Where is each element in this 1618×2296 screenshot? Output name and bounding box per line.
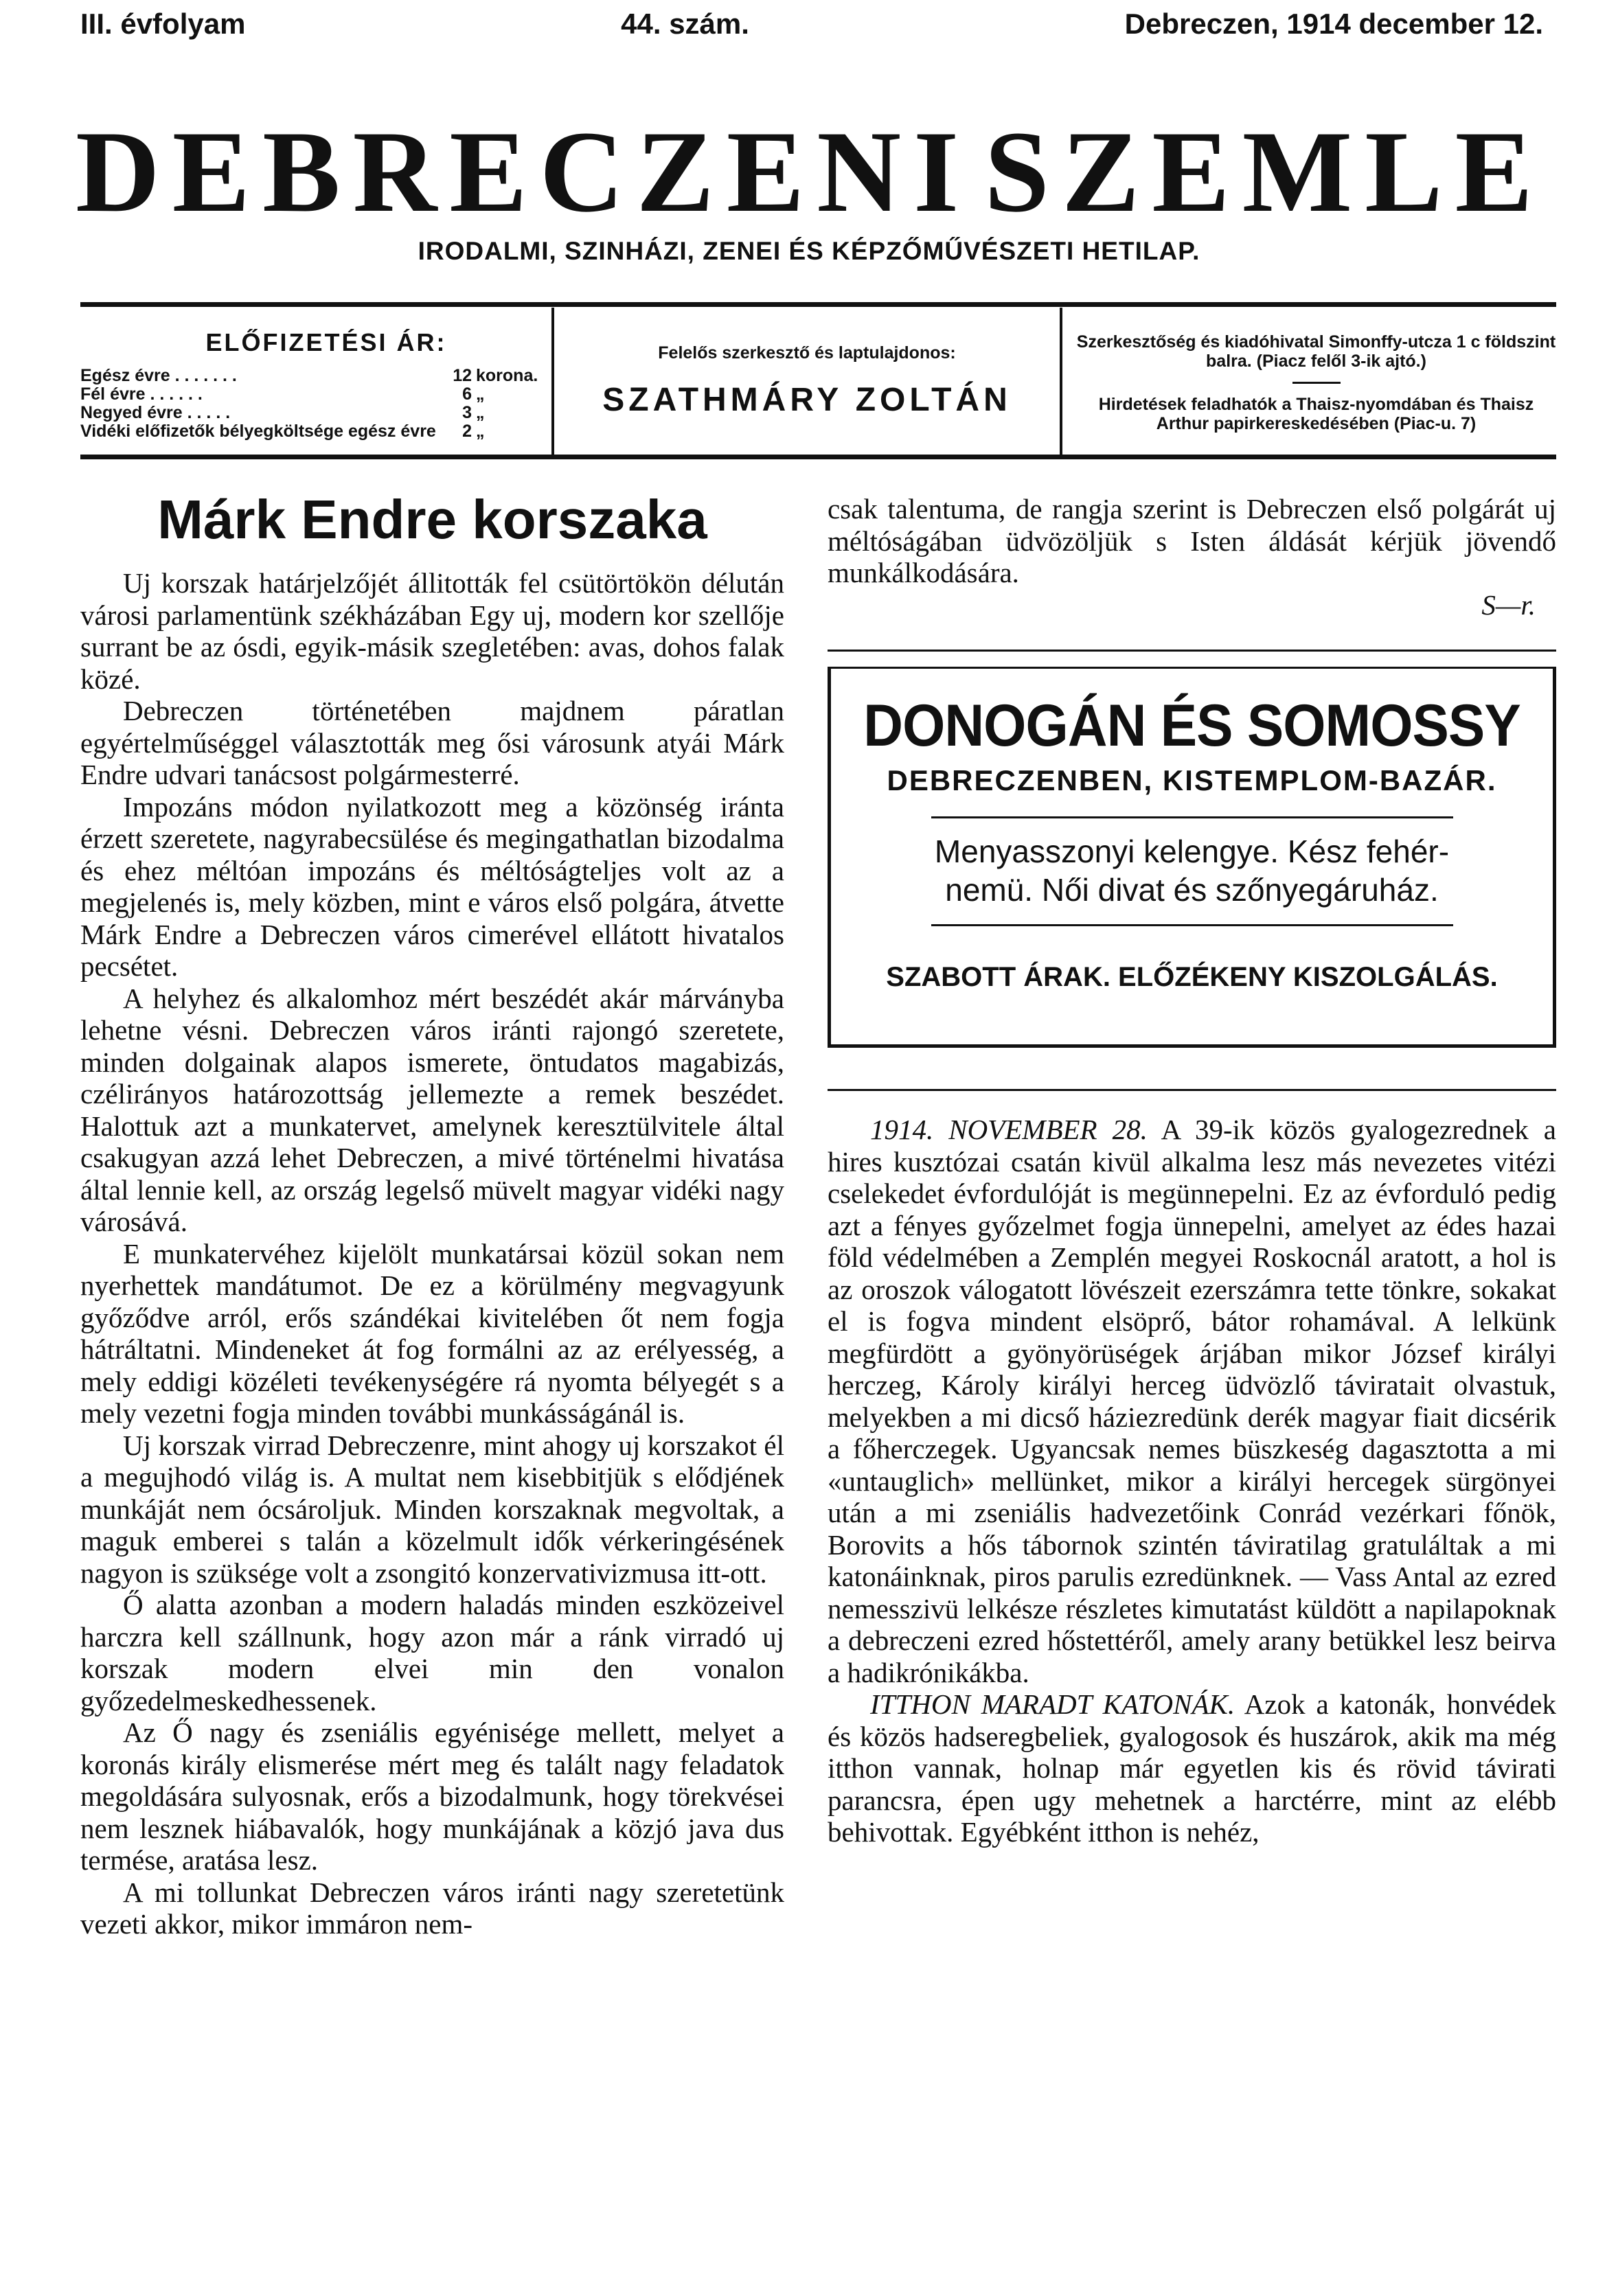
price-amount: 3 [462,403,472,422]
price-unit: „ [476,422,485,441]
subscription-heading: ELŐFIZETÉSI ÁR: [205,328,447,356]
price-amount: 6 [462,384,472,404]
price-row [80,404,545,422]
price-amount: 12 [453,366,472,385]
article-title: Márk Endre korszaka [157,489,707,550]
news-text: A 39-ik közös gyalogezrednek a hires kusztózai csatán kivül alkalma lesz más nevezetes vitézi cselekedet évfordulóját is megünnepelni. Ez az évforduló pedig azt a fényes győzelmet fogja ünnepelni, amelyet az édes hazai föld védelmében a Zemplén megyei Roskocnál aratott, a hol is az oroszok válogatott lövészeit ezerszámra tette tönkre, sokakat el is fogva mindent elsöprő, bátor rohamával. A lelkünk megfürdött a gyönyörüségek árjában mikor József királyi herczeg, Károly királyi herceg üdvözlő táviratait olvastuk, melyekben a mi dicső háziezredünk derék magyar fiait dicsérik a főherczegek. Ugyancsak nemes büszkeség dagasztotta a mi «untauglich» mellünket, mikor a királyi hercegek sürgönyei után a mi zseniális hadvezetőink Conrád vezérkari főnök, Borovits a hős tábornok szintén táviratilag gratuláltak a mi katonáinknak, piros parulis ezredünknek. — Vass Antal az ezred nemesszivü lelkésze részletes kimutatást küldött a napilapoknak a debreczeni ezred hőstettéről, amely arany betükkel lesz beirva a hadikrónikákba. [828,1114,1556,1688]
newspaper-subtitle: IRODALMI, SZINHÁZI, ZENEI ÉS KÉPZŐMŰVÉSZETI HETILAP. [418,237,1200,265]
ads-info: Hirdetések feladhatók a Thaisz-nyomdában és Thaisz Arthur papirkereskedésében (Piac-u. 7) [1098,395,1534,433]
paragraph: Impozáns módon nyilatkozott meg a közönség iránta érzett szeretete, nagyrabecsülése és megingathatlan bizodalma és ehez méltóan impozáns és méltóságteljes volt az a megjelenés is, mely közben, mint e város első polgára, átvette Márk Endre a Debreczen város cimerével ellátott hivatalos pecsétet. [80,790,784,982]
paragraph: Debreczen történetében majdnem páratlan egyértelműséggel választották meg ősi városunk atyái Márk Endre udvari tanácsost polgármesterré. [80,695,784,790]
issue-number: 44. szám. [621,8,749,40]
article-continuation [828,493,1556,621]
paragraph: A mi tollunkat Debreczen város iránti nagy szeretetünk vezeti akkor, mikor immáron nem- [80,1876,784,1940]
price-row [80,367,545,385]
editor-label: Felelős szerkesztő és laptulajdonos: [658,343,956,363]
divider [80,455,1556,459]
office-address: Szerkesztőség és kiadóhivatal Simonffy-utcza 1 c földszint balra. (Piacz felől 3-ik ajtó.) [1076,332,1556,371]
price-row [80,385,545,404]
price-unit: korona. [476,366,538,385]
advert-location: DEBRECZENBEN, KISTEMPLOM-BAZÁR. [887,764,1497,796]
paragraph: Ő alatta azonban a modern haladás minden eszközeivel harczra kell szállnunk, hogy azon már a ránk virradó uj korszak modern elvei min den vonalon győzedelmeskedhessenek. [80,1589,784,1717]
advert-description-line: nemü. Női divat és szőnyegáruház. [945,872,1439,908]
divider [1292,382,1341,384]
price-amount: 2 [462,422,472,441]
advert-description [831,832,1553,909]
masthead-info-line [80,7,1543,41]
advert-description-line: Menyasszonyi kelengye. Kész fehér- [934,834,1450,869]
price-label: Egész évre . . . . . . . [80,366,237,385]
office-info [1062,308,1556,455]
price-row [80,422,545,441]
divider [931,816,1453,818]
place-date: Debreczen, 1914 december 12. [1124,8,1543,40]
title-left: DEBRECZENI [76,107,972,236]
price-unit: „ [476,403,485,422]
news-item [828,1688,1556,1848]
price-label: Negyed évre . . . . . [80,403,231,422]
paragraph: A helyhez és alkalomhoz mért beszédét akár márványba lehetne vésni. Debreczen város iránti rajongó szeretete, minden dolgainak alapos ismerete, öntudatos magabizás, czélirányos határozottság jellemezte a remek beszédet. Halottuk azt a munkatervet, amelynek keresztülvitele által csakugyan azzá lehet Debreczen, a mivé történelmi hivatása által lennie kell, az ország legelső müvelt magyar vidéki nagy városává. [80,982,784,1237]
article-body [80,567,784,1940]
paragraph: Uj korszak virrad Debreczenre, mint ahogy uj korszakot él a megujhodó világ is. A multat nem kisebbitjük s elődjének munkáját nem ócsároljuk. Minden korszaknak megvoltak, a maguk emberei s talán a közelmult idők vérkeringésének nagyon is szüksége volt a zsongitó konzervativizmusa itt-ott. [80,1429,784,1589]
news-item [828,1114,1556,1688]
advert-name: DONOGÁN ÉS SOMOSSY [863,693,1520,759]
paragraph: Az Ő nagy és zseniális egyénisége mellett, melyet a koronás király elismerése mért meg és talált nagy feladatok megoldására sulyosnak, erős a bizodalmunk, hogy törekvései nem lesznek hiábavalók, hogy munkájának a közjó java dus termése, aratása lesz. [80,1717,784,1876]
paragraph: Uj korszak határjelzőjét állitották fel csütörtökön délután városi parlamentünk székházában Egy uj, modern kor szellője surrant be az ósdi, egyik-másik szegletében: avas, dohos falak közé. [80,567,784,695]
editor-info [554,308,1062,455]
editor-name: SZATHMÁRY ZOLTÁN [602,382,1012,418]
divider [931,924,1453,926]
price-label: Vidéki előfizetők bélyegköltsége egész évre [80,422,436,441]
subscription-prices [80,308,554,455]
price-label: Fél évre . . . . . . [80,384,203,404]
volume: III. évfolyam [80,8,246,40]
header-info-box [80,308,1556,455]
title-right: SZEMLE [984,107,1545,236]
newspaper-title [76,107,1545,236]
advert-footer: SZABOTT ÁRAK. ELŐZÉKENY KISZOLGÁLÁS. [886,962,1498,992]
divider [828,650,1556,652]
news-text: Azok a katonák, honvédek és közös hadseregbeliek, gyalogosok és huszárok, akik ma még itthon vannak, holnap már egyetlen kis és rövid távirati parancsra, épen ugy mehetnek a harctérre, mint az elébb behivottak. Egyébként itthon is nehéz, [828,1688,1556,1848]
divider [828,1089,1556,1091]
divider [80,302,1556,307]
news-lead: 1914. NOVEMBER 28. [870,1114,1148,1145]
signature: S—r. [1481,588,1536,621]
advertisement [828,667,1556,1048]
news-column [828,1114,1556,1848]
paragraph: E munkatervéhez kijelölt munkatársai közül sokan nem nyerhettek mandátumot. De ez a körülmény megvagyunk győződve arról, erős szándékai kivitelében őt nem fogja hátráltatni. Mindeneket át fog formálni az az erélyesség, a mely eddigi közéleti tevékenységére rá nyomta bélyegét s a mely vezetni fogja minden további munkásságánál is. [80,1237,784,1429]
paragraph: csak talentuma, de rangja szerint is Debreczen első polgárát uj méltóságában üdvözöljük s Isten áldását kérjük jövendő munkálkodására. [828,493,1556,588]
price-unit: „ [476,384,485,404]
news-lead: ITTHON MARADT KATONÁK. [870,1688,1235,1720]
